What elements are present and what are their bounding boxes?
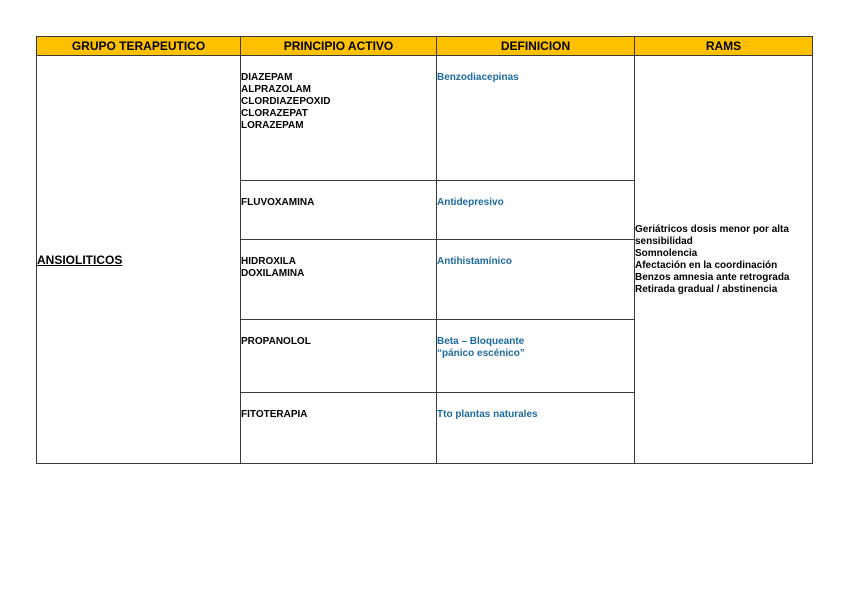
header-group: GRUPO TERAPEUTICO — [37, 37, 241, 56]
drug-cell — [241, 240, 437, 320]
rams-item: Geriátricos dosis menor por alta sensibilidad — [635, 223, 789, 247]
definition-text: Tto plantas naturales — [437, 409, 538, 420]
drug-name: CLORDIAZEPOXID — [241, 96, 331, 107]
drug-name: FLUVOXAMINA — [241, 197, 315, 208]
rams-cell — [635, 56, 813, 464]
drug-name: HIDROXILA — [241, 256, 296, 267]
drug-name: PROPANOLOL — [241, 336, 311, 347]
group-cell — [37, 56, 241, 464]
group-label: ANSIOLITICOS — [37, 252, 123, 267]
drug-name: ALPRAZOLAM — [241, 84, 311, 95]
table-row — [37, 56, 813, 181]
header-definition: DEFINICION — [437, 37, 635, 56]
rams-item: Retirada gradual / abstinencia — [635, 283, 778, 295]
definition-text: Antihistamínico — [437, 256, 513, 267]
pharmacology-table — [36, 36, 813, 464]
definition-text: Beta – Bloqueante — [437, 336, 525, 347]
drug-cell — [241, 320, 437, 393]
rams-item: Afectación en la coordinación — [635, 259, 778, 271]
header-rams: RAMS — [635, 37, 813, 56]
header-principle: PRINCIPIO ACTIVO — [241, 37, 437, 56]
drug-name: DIAZEPAM — [241, 72, 293, 83]
drug-name: CLORAZEPAT — [241, 108, 308, 119]
definition-cell — [437, 240, 635, 320]
drug-name: FITOTERAPIA — [241, 409, 308, 420]
header-row — [37, 37, 813, 56]
drug-cell — [241, 181, 437, 240]
definition-text: Antidepresivo — [437, 197, 504, 208]
definition-cell — [437, 181, 635, 240]
rams-item: Somnolencia — [635, 247, 698, 259]
definition-text: “pánico escénico” — [437, 348, 525, 359]
definition-cell — [437, 320, 635, 393]
drug-cell — [241, 393, 437, 464]
definition-text: Benzodiacepinas — [437, 72, 519, 83]
drug-name: LORAZEPAM — [241, 120, 304, 131]
drug-name: DOXILAMINA — [241, 268, 305, 279]
rams-item: Benzos amnesia ante retrograda — [635, 271, 790, 283]
definition-cell — [437, 56, 635, 181]
drug-cell — [241, 56, 437, 181]
definition-cell — [437, 393, 635, 464]
